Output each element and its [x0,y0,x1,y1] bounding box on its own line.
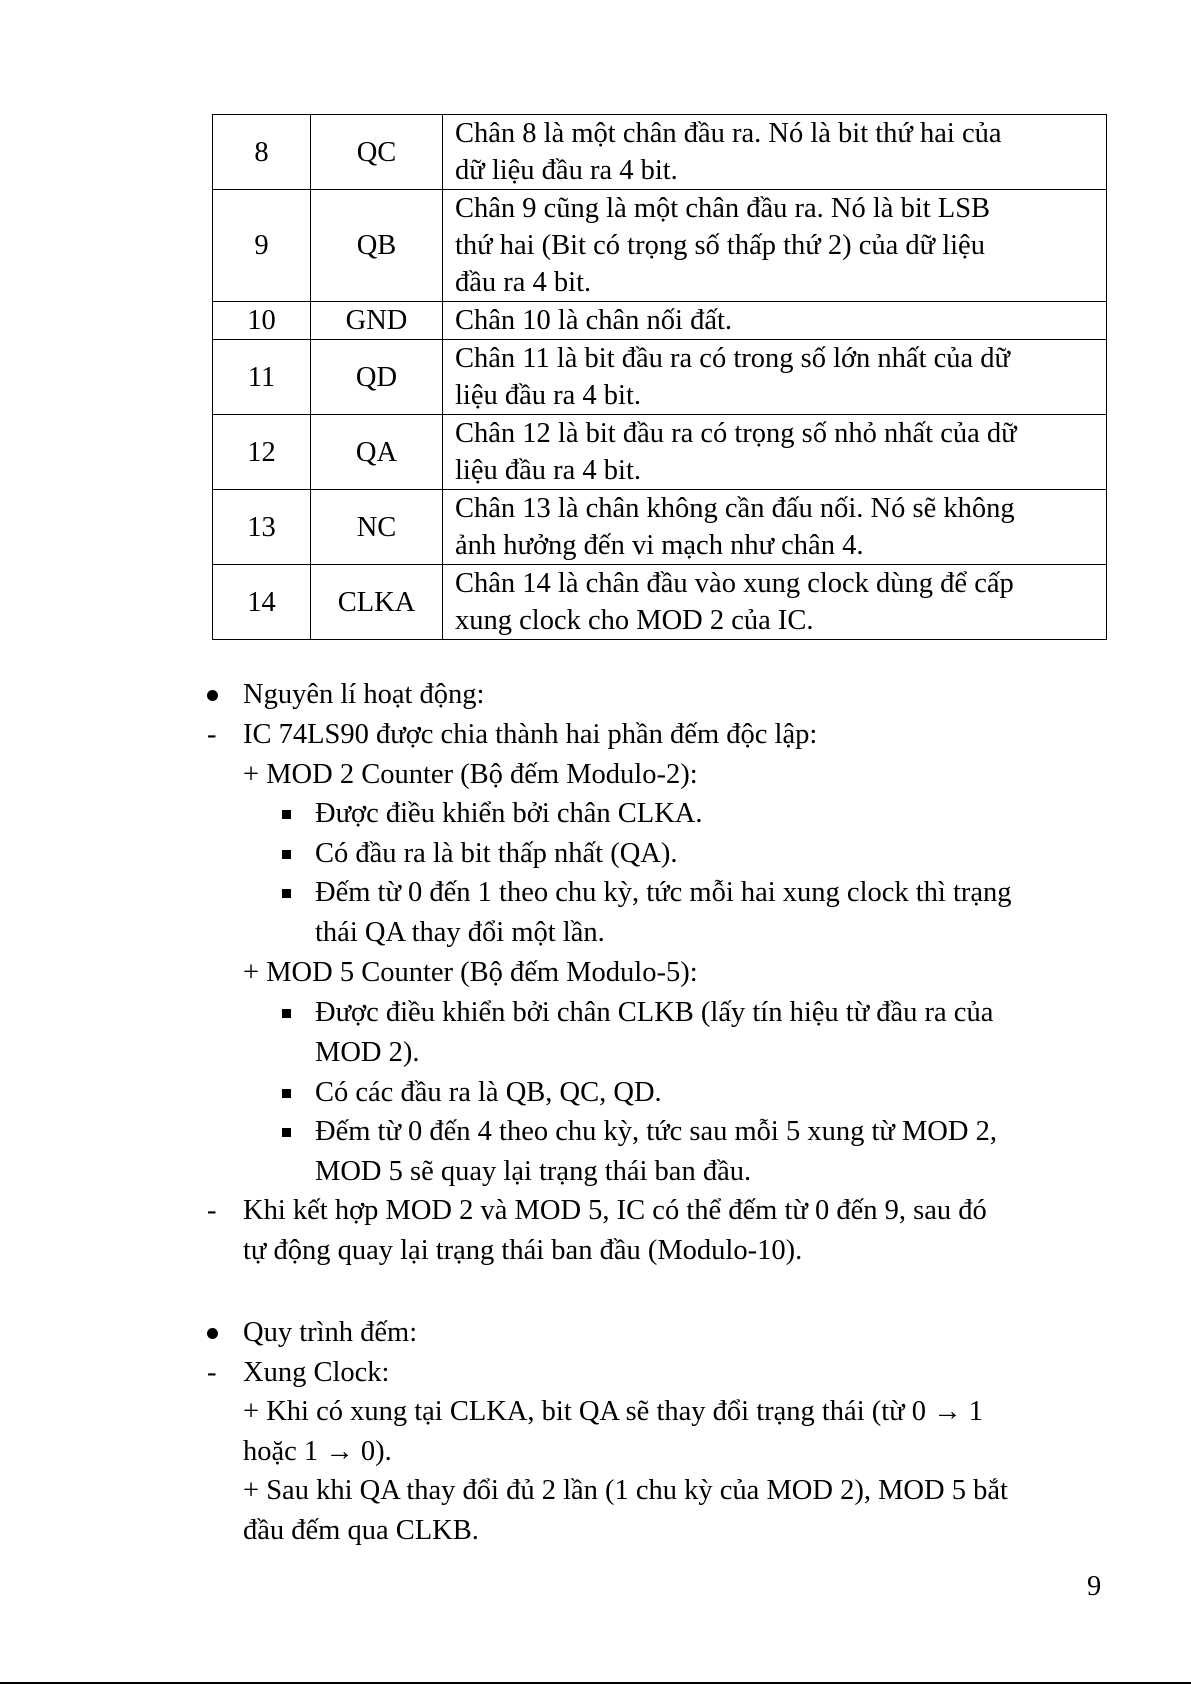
desc-line: liệu đầu ra 4 bit. [455,380,641,411]
desc-line: liệu đầu ra 4 bit. [455,455,641,486]
table-row [213,190,1107,302]
pin-description [443,565,1107,640]
table-row [213,115,1107,190]
desc-line: Chân 10 là chân nối đất. [455,305,733,336]
section-heading-counting: Quy trình đếm: [243,1317,418,1348]
pin-name: QA [311,415,443,490]
pin-number: 14 [213,565,311,640]
mod5-heading: + MOD 5 Counter (Bộ đếm Modulo-5): [243,957,698,988]
table-row [213,340,1107,415]
bullet-icon [207,1328,218,1339]
counting-line: hoặc 1 → 0). [243,1436,392,1467]
mod5-item: Được điều khiển bởi chân CLKB (lấy tín hiệu từ đầu ra của [315,997,994,1028]
bullet-icon [207,690,218,701]
counting-dash-1: Xung Clock: [243,1357,390,1388]
dash-icon: - [207,1195,217,1226]
desc-line: Chân 11 là bit đầu ra có trong số lớn nhất của dữ [455,343,1010,374]
table-row [213,415,1107,490]
desc-line: Chân 12 là bit đầu ra có trọng số nhỏ nhất của dữ [455,418,1017,449]
mod2-item: Đếm từ 0 đến 1 theo chu kỳ, tức mỗi hai xung clock thì trạng [315,877,1012,908]
page-number: 9 [1087,1571,1102,1602]
desc-line: Chân 13 là chân không cần đấu nối. Nó sẽ không [455,493,1015,524]
desc-line: Chân 9 cũng là một chân đầu ra. Nó là bit LSB [455,193,991,224]
operation-dash-2-cont: tự động quay lại trạng thái ban đầu (Modulo-10). [243,1235,803,1266]
counting-line: đầu đếm qua CLKB. [243,1515,479,1546]
section-heading-operation: Nguyên lí hoạt động: [243,679,485,710]
mod2-heading: + MOD 2 Counter (Bộ đếm Modulo-2): [243,759,698,790]
pin-number: 11 [213,340,311,415]
pin-number: 9 [213,190,311,302]
desc-line: đầu ra 4 bit. [455,267,592,298]
square-bullet-icon [282,1009,291,1018]
desc-line: Chân 8 là một chân đầu ra. Nó là bit thứ hai của [455,118,1002,149]
pin-name: NC [311,490,443,565]
dash-icon: - [207,719,217,750]
pin-description-table [212,114,1107,640]
mod2-item: Được điều khiển bởi chân CLKA. [315,798,703,829]
pin-number: 8 [213,115,311,190]
pin-description [443,190,1107,302]
pin-name: GND [311,302,443,340]
pin-description [443,340,1107,415]
table-row [213,565,1107,640]
desc-line: dữ liệu đầu ra 4 bit. [455,155,678,186]
pin-number: 10 [213,302,311,340]
mod5-item-cont: MOD 2). [315,1037,420,1068]
pin-name: CLKA [311,565,443,640]
mod5-item-cont: MOD 5 sẽ quay lại trạng thái ban đầu. [315,1156,752,1187]
mod2-item: Có đầu ra là bit thấp nhất (QA). [315,838,678,869]
desc-line: Chân 14 là chân đầu vào xung clock dùng để cấp [455,568,1014,599]
square-bullet-icon [282,850,291,859]
square-bullet-icon [282,1128,291,1137]
desc-line: thứ hai (Bit có trọng số thấp thứ 2) của dữ liệu [455,230,985,261]
counting-line: + Sau khi QA thay đổi đủ 2 lần (1 chu kỳ của MOD 2), MOD 5 bắt [243,1475,1008,1506]
operation-dash-1: IC 74LS90 được chia thành hai phần đếm độc lập: [243,719,818,750]
counting-line: + Khi có xung tại CLKA, bit QA sẽ thay đổi trạng thái (từ 0 → 1 [243,1396,983,1427]
pin-name: QD [311,340,443,415]
pin-description [443,302,1107,340]
table-row [213,490,1107,565]
desc-line: xung clock cho MOD 2 của IC. [455,605,814,636]
desc-line: ảnh hưởng đến vi mạch như chân 4. [455,530,864,561]
square-bullet-icon [282,810,291,819]
dash-icon: - [207,1357,217,1388]
mod5-item: Có các đầu ra là QB, QC, QD. [315,1077,662,1108]
pin-name: QB [311,190,443,302]
mod5-item: Đếm từ 0 đến 4 theo chu kỳ, tức sau mỗi 5 xung từ MOD 2, [315,1116,997,1147]
pin-number: 12 [213,415,311,490]
square-bullet-icon [282,1089,291,1098]
square-bullet-icon [282,889,291,898]
table-row [213,302,1107,340]
operation-dash-2: Khi kết hợp MOD 2 và MOD 5, IC có thể đếm từ 0 đến 9, sau đó [243,1195,987,1226]
pin-description [443,415,1107,490]
footer-divider [0,1682,1191,1684]
pin-description [443,115,1107,190]
pin-number: 13 [213,490,311,565]
mod2-item-cont: thái QA thay đổi một lần. [315,917,605,948]
pin-description [443,490,1107,565]
pin-name: QC [311,115,443,190]
